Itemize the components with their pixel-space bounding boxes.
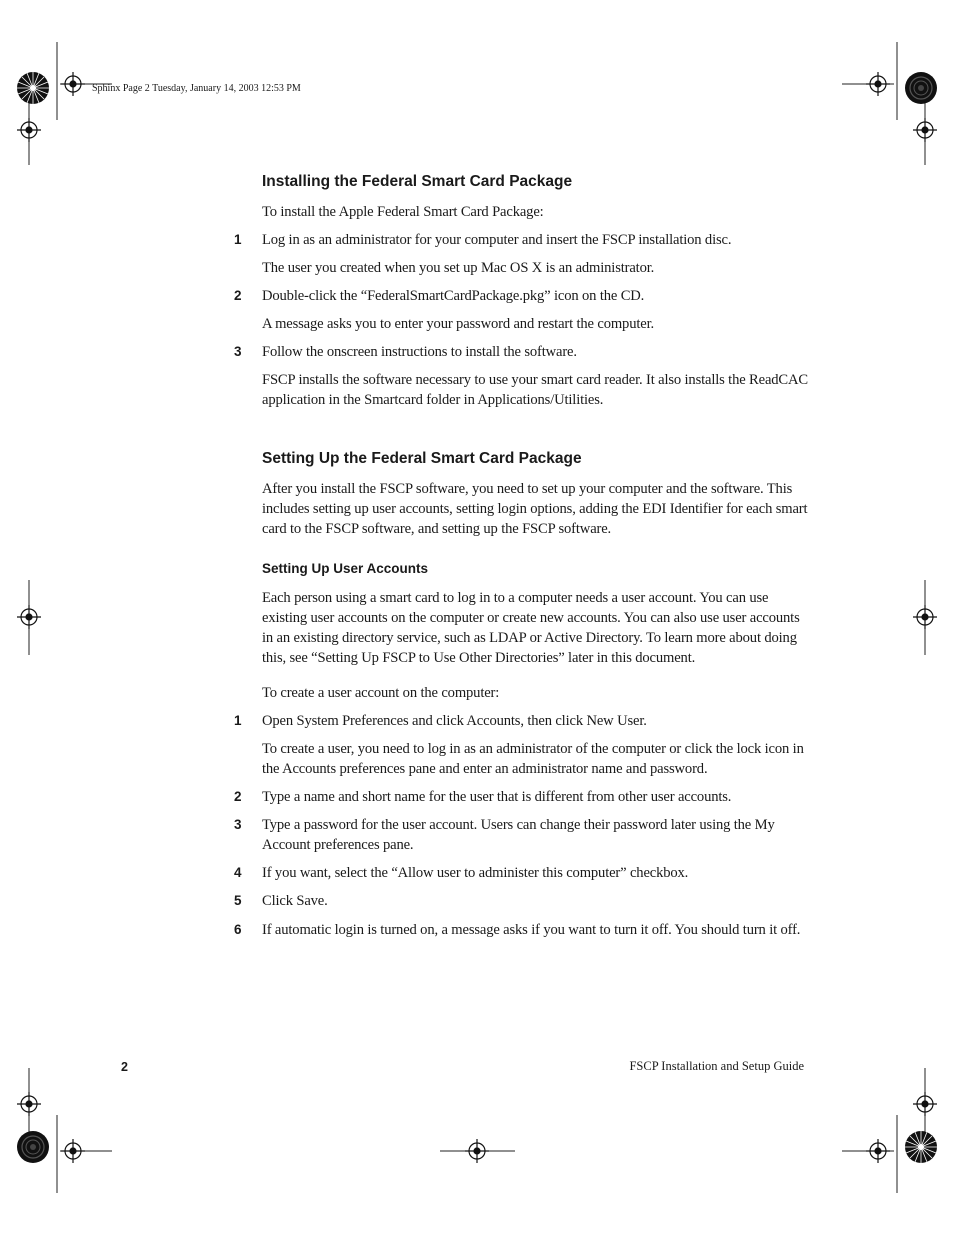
accounts-intro: Each person using a smart card to log in to a computer needs a user account. You can use existing user accounts on the computer or create new accounts. You can also use user accounts in an existing directory service, such as LDAP or Active Directory. To learn more about doing this, see “Setting Up FSCP to Use Other Directories” later in this document. (262, 590, 800, 666)
step-text: Follow the onscreen instructions to install the software. (262, 344, 577, 360)
page-number: 2 (121, 1060, 128, 1074)
section-heading-installing: Installing the Federal Smart Card Package (262, 173, 573, 190)
step-text: Log in as an administrator for your computer and insert the FSCP installation disc. (262, 232, 732, 248)
step-number: 2 (234, 789, 242, 804)
step-number: 5 (234, 893, 242, 908)
step-text: Double-click the “FederalSmartCardPackage.pkg” icon on the CD. (262, 288, 645, 304)
step-text: Open System Preferences and click Accounts, then click New User. (262, 713, 647, 729)
step-text: If you want, select the “Allow user to administer this computer” checkbox. (262, 865, 689, 881)
step-number: 1 (234, 232, 242, 247)
step-number: 3 (234, 344, 242, 359)
step-number: 1 (234, 713, 242, 728)
step-number: 4 (234, 865, 242, 880)
step-note: A message asks you to enter your password and restart the computer. (262, 316, 654, 332)
install-intro: To install the Apple Federal Smart Card Package: (262, 204, 544, 220)
step-note: FSCP installs the software necessary to use your smart card reader. It also installs the ReadCAC application in the Smartcard folder in Applications/Utilities. (262, 372, 808, 408)
guide-title: FSCP Installation and Setup Guide (629, 1059, 804, 1073)
section-heading-setting-up: Setting Up the Federal Smart Card Package (262, 450, 582, 467)
step-note: To create a user, you need to log in as an administrator of the computer or click the lock icon in the Accounts preferences pane and enter an administrator name and password. (262, 741, 804, 777)
step-note: The user you created when you set up Mac OS X is an administrator. (262, 260, 655, 276)
step-number: 6 (234, 922, 242, 937)
step-number: 3 (234, 817, 242, 832)
accounts-lead: To create a user account on the computer: (262, 685, 500, 701)
subsection-heading-user-accounts: Setting Up User Accounts (262, 561, 429, 576)
step-text: Type a password for the user account. Users can change their password later using the My Account preferences pane. (262, 817, 775, 853)
step-text: If automatic login is turned on, a message asks if you want to turn it off. You should turn it off. (262, 922, 801, 938)
print-slug: Sphinx Page 2 Tuesday, January 14, 2003 12:53 PM (92, 83, 301, 94)
step-text: Click Save. (262, 893, 328, 909)
setup-intro: After you install the FSCP software, you need to set up your computer and the software. This includes setting up user accounts, setting login options, adding the EDI Identifier for each smart card to the FSCP software, and setting up the FSCP software. (262, 481, 808, 537)
step-number: 2 (234, 288, 242, 303)
step-text: Type a name and short name for the user that is different from other user accounts. (262, 789, 732, 805)
